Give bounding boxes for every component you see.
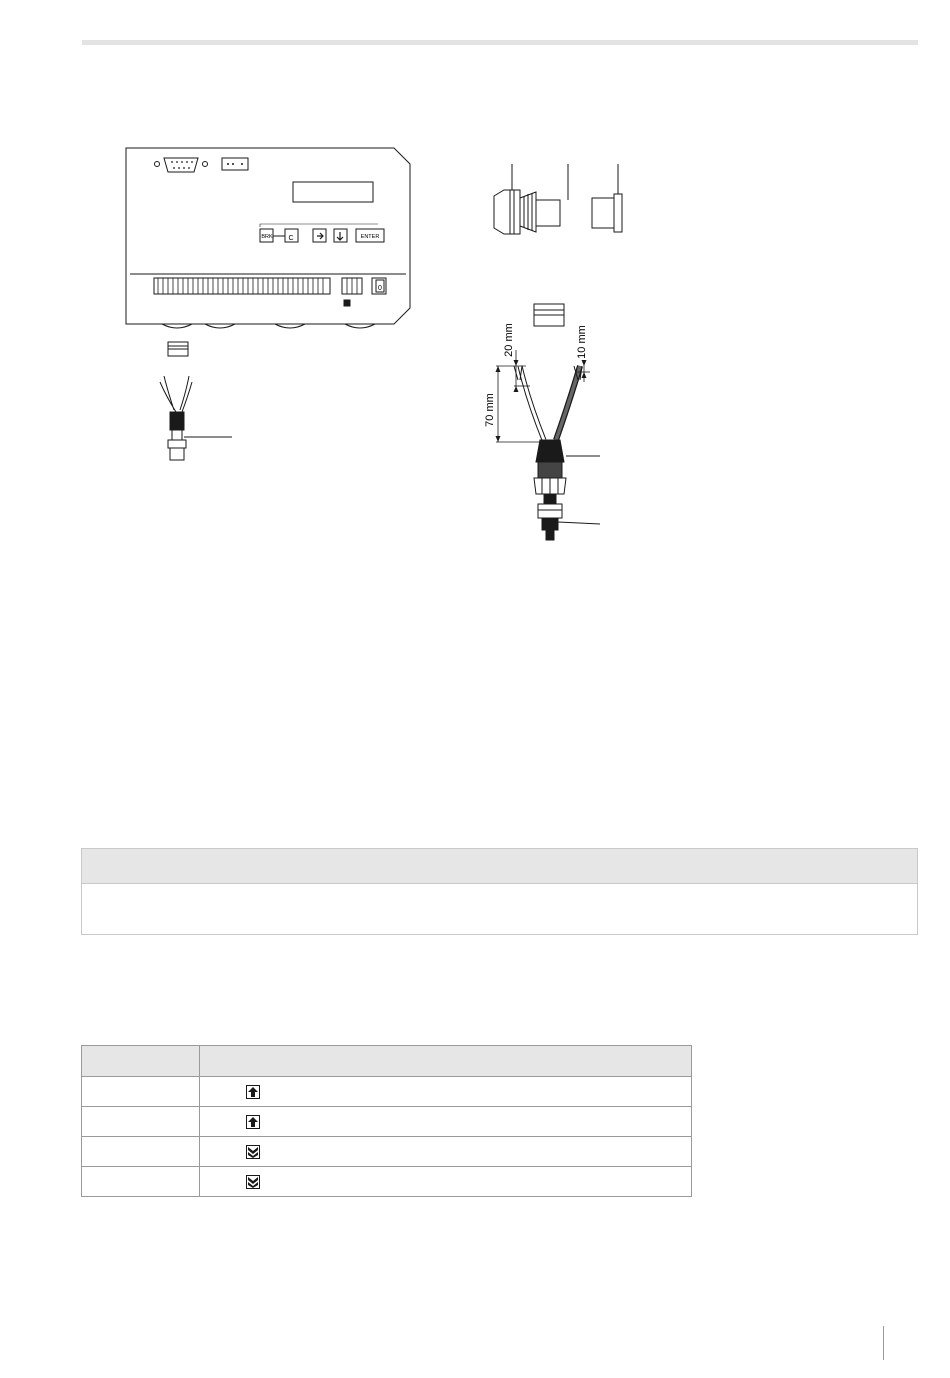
- dimension-lines: [496, 350, 590, 442]
- gland-cap: [168, 342, 188, 356]
- double-chevron-down-icon: [246, 1175, 260, 1189]
- service-connector: [222, 158, 248, 170]
- label-pin: 0: [378, 285, 382, 292]
- double-chevron-down-icon: [246, 1145, 260, 1159]
- cable-gland-figure: [470, 150, 630, 550]
- table-cell: [200, 1137, 692, 1167]
- transmitter-figure: [110, 130, 430, 490]
- table-row: [82, 1107, 692, 1137]
- table-cell: [82, 1137, 200, 1167]
- gland-cap-large: [534, 304, 564, 326]
- table-row: [82, 1167, 692, 1197]
- gland-seal: [520, 164, 568, 232]
- table-cell: [82, 1167, 200, 1197]
- table-header-cell: [82, 1046, 200, 1077]
- terminal-block: [154, 278, 386, 294]
- table-cell: [200, 1167, 692, 1197]
- page-edge-marker: [883, 1326, 884, 1360]
- jumper: [344, 300, 350, 306]
- label-clear: C: [288, 235, 294, 242]
- stripped-wires: [514, 366, 582, 440]
- table-row: [82, 1137, 692, 1167]
- gland-nut: [494, 164, 520, 234]
- table-cell: [82, 1077, 200, 1107]
- cable-assembly: [160, 376, 232, 460]
- arrow-up-icon: [246, 1085, 260, 1099]
- label-brk: BRK: [261, 234, 273, 240]
- gland-body: [592, 164, 622, 232]
- label-enter: ENTER: [360, 234, 380, 240]
- header-rule: [82, 40, 918, 45]
- note-header: [82, 849, 917, 884]
- dim-label-70mm: 70 mm: [484, 393, 496, 427]
- dim-label-10mm: 10 mm: [576, 325, 588, 359]
- arrow-up-icon: [246, 1115, 260, 1129]
- table-cell: [82, 1107, 200, 1137]
- cable-entries: [162, 324, 375, 328]
- dsub-connector: [164, 158, 198, 172]
- table-row: [82, 1077, 692, 1107]
- table-cell: [200, 1077, 692, 1107]
- leader-gland: [558, 522, 600, 524]
- display-window: [293, 182, 373, 202]
- table-header-row: [82, 1046, 692, 1077]
- key-table: [81, 1045, 692, 1197]
- note-box: [81, 848, 918, 935]
- table-header-cell: [200, 1046, 692, 1077]
- table-cell: [200, 1107, 692, 1137]
- dim-label-20mm: 20 mm: [503, 323, 515, 357]
- cable-sheath: [534, 440, 600, 540]
